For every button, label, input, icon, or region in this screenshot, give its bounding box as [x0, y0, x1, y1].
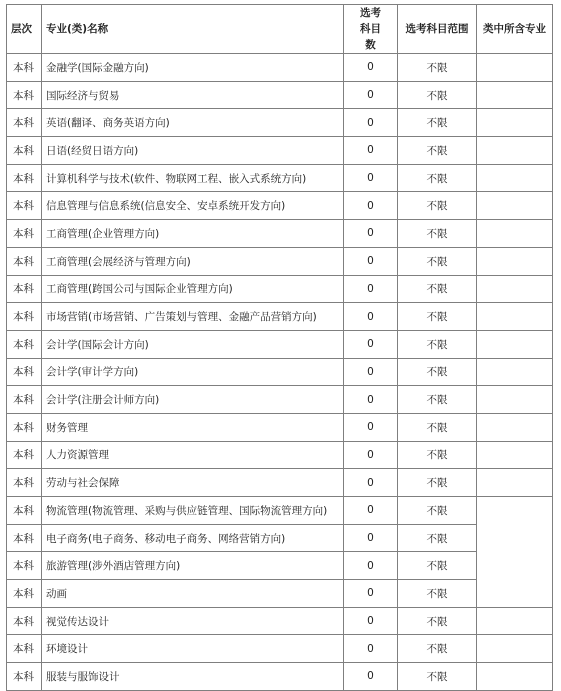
cell-subject-range: 不限	[398, 552, 477, 580]
cell-subject-count: 0	[344, 635, 398, 663]
cell-sub-majors	[477, 109, 553, 137]
table-row	[7, 635, 553, 663]
cell-level: 本科	[7, 386, 42, 414]
cell-major: 会计学(注册会计师方向)	[42, 386, 344, 414]
cell-major: 工商管理(跨国公司与国际企业管理方向)	[42, 275, 344, 303]
cell-subject-count: 0	[344, 137, 398, 165]
cell-sub-majors	[477, 330, 553, 358]
cell-sub-majors	[477, 303, 553, 331]
table-row	[7, 524, 553, 552]
table-row	[7, 413, 553, 441]
cell-level: 本科	[7, 247, 42, 275]
cell-sub-majors	[477, 275, 553, 303]
cell-major: 动画	[42, 580, 344, 608]
cell-sub-majors	[477, 358, 553, 386]
cell-level: 本科	[7, 469, 42, 497]
cell-subject-count: 0	[344, 441, 398, 469]
cell-subject-range: 不限	[398, 524, 477, 552]
cell-subject-count: 0	[344, 524, 398, 552]
cell-subject-range: 不限	[398, 275, 477, 303]
cell-level: 本科	[7, 109, 42, 137]
table-row	[7, 164, 553, 192]
cell-subject-count: 0	[344, 247, 398, 275]
cell-level: 本科	[7, 580, 42, 608]
cell-major: 财务管理	[42, 413, 344, 441]
cell-sub-majors	[477, 192, 553, 220]
cell-subject-range: 不限	[398, 497, 477, 525]
table-row	[7, 469, 553, 497]
cell-major: 旅游管理(涉外酒店管理方向)	[42, 552, 344, 580]
cell-sub-majors	[477, 635, 553, 663]
cell-sub-majors	[477, 607, 553, 635]
cell-level: 本科	[7, 524, 42, 552]
cell-subject-range: 不限	[398, 247, 477, 275]
cell-subject-count: 0	[344, 81, 398, 109]
cell-subject-range: 不限	[398, 607, 477, 635]
table-row	[7, 220, 553, 248]
cell-sub-majors	[477, 441, 553, 469]
table-row	[7, 441, 553, 469]
cell-subject-count: 0	[344, 663, 398, 691]
cell-sub-majors	[477, 247, 553, 275]
cell-subject-range: 不限	[398, 109, 477, 137]
header-subject-count-text: 选考科目数	[360, 7, 381, 51]
cell-sub-majors	[477, 164, 553, 192]
cell-subject-count: 0	[344, 497, 398, 525]
cell-level: 本科	[7, 192, 42, 220]
table-row	[7, 81, 553, 109]
cell-subject-range: 不限	[398, 330, 477, 358]
cell-subject-range: 不限	[398, 635, 477, 663]
cell-subject-count: 0	[344, 164, 398, 192]
cell-subject-count: 0	[344, 413, 398, 441]
header-major: 专业(类)名称	[42, 5, 344, 54]
cell-subject-count: 0	[344, 580, 398, 608]
cell-major: 信息管理与信息系统(信息安全、安卓系统开发方向)	[42, 192, 344, 220]
cell-subject-range: 不限	[398, 469, 477, 497]
table-row	[7, 607, 553, 635]
cell-subject-count: 0	[344, 220, 398, 248]
cell-level: 本科	[7, 441, 42, 469]
cell-level: 本科	[7, 635, 42, 663]
cell-major: 会计学(国际会计方向)	[42, 330, 344, 358]
cell-subject-range: 不限	[398, 358, 477, 386]
header-level: 层次	[7, 5, 42, 54]
table-row	[7, 303, 553, 331]
table-row	[7, 109, 553, 137]
cell-sub-majors	[477, 220, 553, 248]
cell-major: 劳动与社会保障	[42, 469, 344, 497]
cell-major: 会计学(审计学方向)	[42, 358, 344, 386]
cell-subject-count: 0	[344, 54, 398, 82]
cell-major: 物流管理(物流管理、采购与供应链管理、国际物流管理方向)	[42, 497, 344, 525]
cell-major: 服装与服饰设计	[42, 663, 344, 691]
cell-sub-majors	[477, 663, 553, 691]
cell-level: 本科	[7, 497, 42, 525]
cell-major: 电子商务(电子商务、移动电子商务、网络营销方向)	[42, 524, 344, 552]
cell-level: 本科	[7, 663, 42, 691]
cell-subject-count: 0	[344, 552, 398, 580]
cell-subject-count: 0	[344, 109, 398, 137]
table-row	[7, 663, 553, 691]
cell-subject-range: 不限	[398, 413, 477, 441]
cell-subject-count: 0	[344, 358, 398, 386]
cell-level: 本科	[7, 81, 42, 109]
cell-major: 人力资源管理	[42, 441, 344, 469]
table-row	[7, 137, 553, 165]
cell-major: 环境设计	[42, 635, 344, 663]
cell-subject-range: 不限	[398, 663, 477, 691]
table-row	[7, 54, 553, 82]
cell-sub-majors	[477, 413, 553, 441]
cell-subject-count: 0	[344, 275, 398, 303]
header-subject-count	[344, 5, 398, 54]
cell-subject-range: 不限	[398, 441, 477, 469]
cell-subject-range: 不限	[398, 164, 477, 192]
cell-major: 市场营销(市场营销、广告策划与管理、金融产品营销方向)	[42, 303, 344, 331]
cell-level: 本科	[7, 552, 42, 580]
cell-subject-range: 不限	[398, 580, 477, 608]
cell-level: 本科	[7, 607, 42, 635]
cell-level: 本科	[7, 358, 42, 386]
cell-major: 视觉传达设计	[42, 607, 344, 635]
cell-level: 本科	[7, 330, 42, 358]
cell-major: 工商管理(会展经济与管理方向)	[42, 247, 344, 275]
cell-subject-count: 0	[344, 469, 398, 497]
cell-subject-range: 不限	[398, 386, 477, 414]
cell-sub-majors	[477, 137, 553, 165]
cell-sub-majors	[477, 54, 553, 82]
cell-subject-count: 0	[344, 330, 398, 358]
table-row	[7, 247, 553, 275]
cell-major: 计算机科学与技术(软件、物联网工程、嵌入式系统方向)	[42, 164, 344, 192]
cell-subject-range: 不限	[398, 137, 477, 165]
cell-sub-majors	[477, 469, 553, 497]
cell-subject-range: 不限	[398, 54, 477, 82]
cell-subject-count: 0	[344, 607, 398, 635]
cell-subject-range: 不限	[398, 192, 477, 220]
header-subject-range: 选考科目范围	[398, 5, 477, 54]
cell-subject-count: 0	[344, 192, 398, 220]
cell-level: 本科	[7, 220, 42, 248]
cell-sub-majors	[477, 386, 553, 414]
table-row	[7, 275, 553, 303]
header-sub-majors: 类中所含专业	[477, 5, 553, 54]
cell-major: 工商管理(企业管理方向)	[42, 220, 344, 248]
cell-subject-count: 0	[344, 386, 398, 414]
cell-level: 本科	[7, 54, 42, 82]
cell-major: 金融学(国际金融方向)	[42, 54, 344, 82]
table-row	[7, 552, 553, 580]
table-row	[7, 192, 553, 220]
cell-subject-range: 不限	[398, 303, 477, 331]
cell-major: 英语(翻译、商务英语方向)	[42, 109, 344, 137]
table-row	[7, 386, 553, 414]
cell-level: 本科	[7, 303, 42, 331]
cell-subject-range: 不限	[398, 81, 477, 109]
cell-level: 本科	[7, 413, 42, 441]
cell-level: 本科	[7, 137, 42, 165]
cell-major: 国际经济与贸易	[42, 81, 344, 109]
header-row	[7, 5, 553, 54]
cell-level: 本科	[7, 275, 42, 303]
cell-level: 本科	[7, 164, 42, 192]
cell-sub-majors	[477, 81, 553, 109]
cell-subject-count: 0	[344, 303, 398, 331]
table-row	[7, 580, 553, 608]
cell-sub-majors-merged	[477, 497, 553, 608]
table-row	[7, 497, 553, 525]
table-row	[7, 330, 553, 358]
cell-subject-range: 不限	[398, 220, 477, 248]
table-row	[7, 358, 553, 386]
majors-table	[6, 4, 553, 691]
cell-major: 日语(经贸日语方向)	[42, 137, 344, 165]
